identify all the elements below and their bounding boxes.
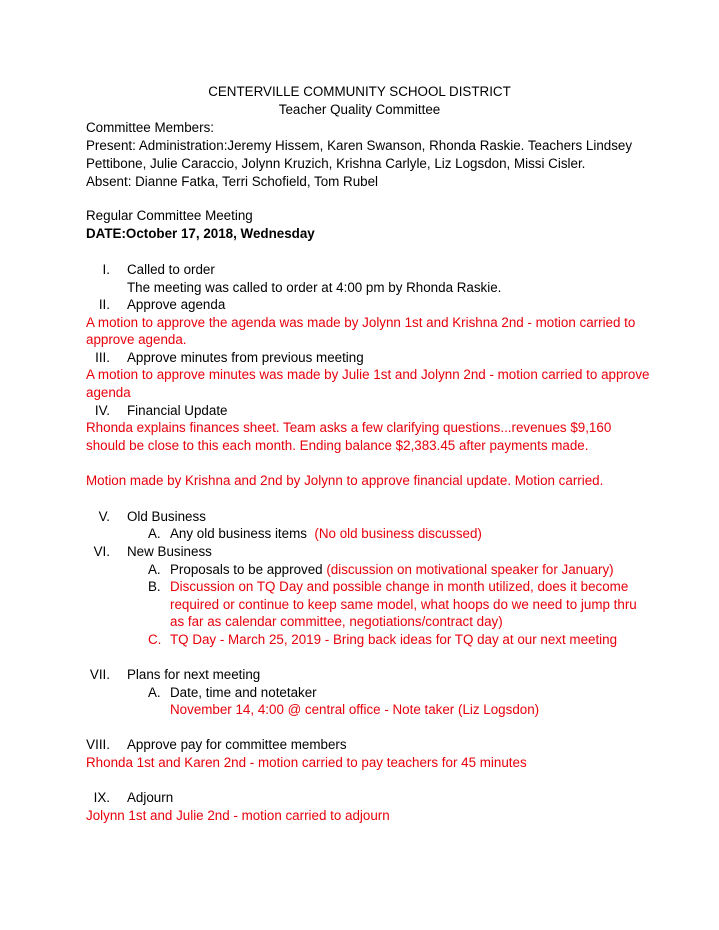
item-number-i: I. bbox=[102, 262, 110, 277]
item-title-i: Called to order bbox=[127, 262, 215, 277]
item-motion-iii-2: agenda bbox=[86, 385, 131, 400]
item-number-viii: VIII. bbox=[86, 737, 110, 752]
subitem-note-vi-b-1: Discussion on TQ Day and possible change in month utilized, does it become bbox=[170, 579, 629, 594]
present-line-1: Present: Administration:Jeremy Hissem, Karen Swanson, Rhonda Raskie. Teachers Lindsey bbox=[86, 138, 633, 153]
subitem-vi-a bbox=[170, 562, 614, 578]
subitem-note-vi-b-3: as far as calendar committee, negotiations/contract day) bbox=[170, 614, 503, 629]
subitem-note-vi-a: (discussion on motivational speaker for January) bbox=[326, 562, 614, 577]
subitem-note-vi-c: TQ Day - March 25, 2019 - Bring back ideas for TQ day at our next meeting bbox=[170, 632, 618, 647]
absent-line: Absent: Dianne Fatka, Terri Schofield, Tom Rubel bbox=[86, 174, 379, 189]
item-title-vi: New Business bbox=[127, 544, 212, 559]
subitem-letter-vi-c: C. bbox=[148, 632, 162, 647]
present-line-2: Pettibone, Julie Caraccio, Jolynn Kruzich, Krishna Carlyle, Liz Logsdon, Missi Cisler. bbox=[86, 156, 586, 171]
item-title-iii: Approve minutes from previous meeting bbox=[127, 350, 364, 365]
item-number-ii: II. bbox=[98, 297, 110, 312]
members-heading: Committee Members: bbox=[86, 120, 214, 135]
subitem-text-vi-a: Proposals to be approved bbox=[170, 562, 327, 577]
item-motion-ix: Jolynn 1st and Julie 2nd - motion carried to adjourn bbox=[86, 808, 390, 823]
item-number-iii: III. bbox=[95, 350, 110, 365]
item-motion-ii-1: A motion to approve the agenda was made by Jolynn 1st and Krishna 2nd - motion carried to bbox=[86, 315, 636, 330]
item-number-vi: VI. bbox=[93, 544, 110, 559]
committee-title: Teacher Quality Committee bbox=[278, 102, 441, 117]
item-title-ii: Approve agenda bbox=[127, 297, 226, 312]
subitem-text-v-a: Any old business items bbox=[170, 526, 307, 541]
item-note-iv-2: should be close to this each month. Ending balance $2,383.45 after payments made. bbox=[86, 438, 589, 453]
item-note-iv-1: Rhonda explains finances sheet. Team asks a few clarifying questions...revenues $9,160 bbox=[86, 420, 612, 435]
date-value: October 17, 2018, Wednesday bbox=[125, 226, 315, 241]
subitem-letter-vi-a: A. bbox=[148, 562, 161, 577]
item-number-v: V. bbox=[98, 509, 110, 524]
meeting-date bbox=[86, 226, 315, 242]
item-title-v: Old Business bbox=[127, 509, 206, 524]
item-motion-iii-1: A motion to approve minutes was made by Julie 1st and Jolynn 2nd - motion carried to approve bbox=[86, 367, 650, 382]
subitem-letter-v-a: A. bbox=[148, 526, 161, 541]
item-title-iv: Financial Update bbox=[127, 403, 228, 418]
subitem-letter-vii-a: A. bbox=[148, 685, 161, 700]
item-title-vii: Plans for next meeting bbox=[127, 667, 261, 682]
subitem-letter-vi-b: B. bbox=[148, 579, 161, 594]
subitem-note-vi-b-2: required or continue to keep same model, what hoops do we need to jump thru bbox=[170, 597, 637, 612]
item-motion-ii-2: approve agenda. bbox=[86, 332, 187, 347]
item-title-viii: Approve pay for committee members bbox=[127, 737, 347, 752]
subitem-note-vii-a: November 14, 4:00 @ central office - Note taker (Liz Logsdon) bbox=[170, 702, 540, 717]
subitem-v-a bbox=[170, 526, 482, 542]
item-number-vii: VII. bbox=[89, 667, 110, 682]
item-motion-iv: Motion made by Krishna and 2nd by Jolynn to approve financial update. Motion carried. bbox=[86, 473, 604, 488]
subitem-text-vii-a: Date, time and notetaker bbox=[170, 685, 317, 700]
meeting-type: Regular Committee Meeting bbox=[86, 208, 253, 223]
item-note-i: The meeting was called to order at 4:00 pm by Rhonda Raskie. bbox=[127, 280, 502, 295]
subitem-note-v-a: (No old business discussed) bbox=[314, 526, 482, 541]
item-number-iv: IV. bbox=[94, 403, 110, 418]
district-title: CENTERVILLE COMMUNITY SCHOOL DISTRICT bbox=[208, 84, 511, 99]
item-motion-viii: Rhonda 1st and Karen 2nd - motion carried to pay teachers for 45 minutes bbox=[86, 755, 527, 770]
item-title-ix: Adjourn bbox=[127, 790, 174, 805]
item-number-ix: IX. bbox=[93, 790, 110, 805]
date-label: DATE: bbox=[86, 226, 126, 241]
